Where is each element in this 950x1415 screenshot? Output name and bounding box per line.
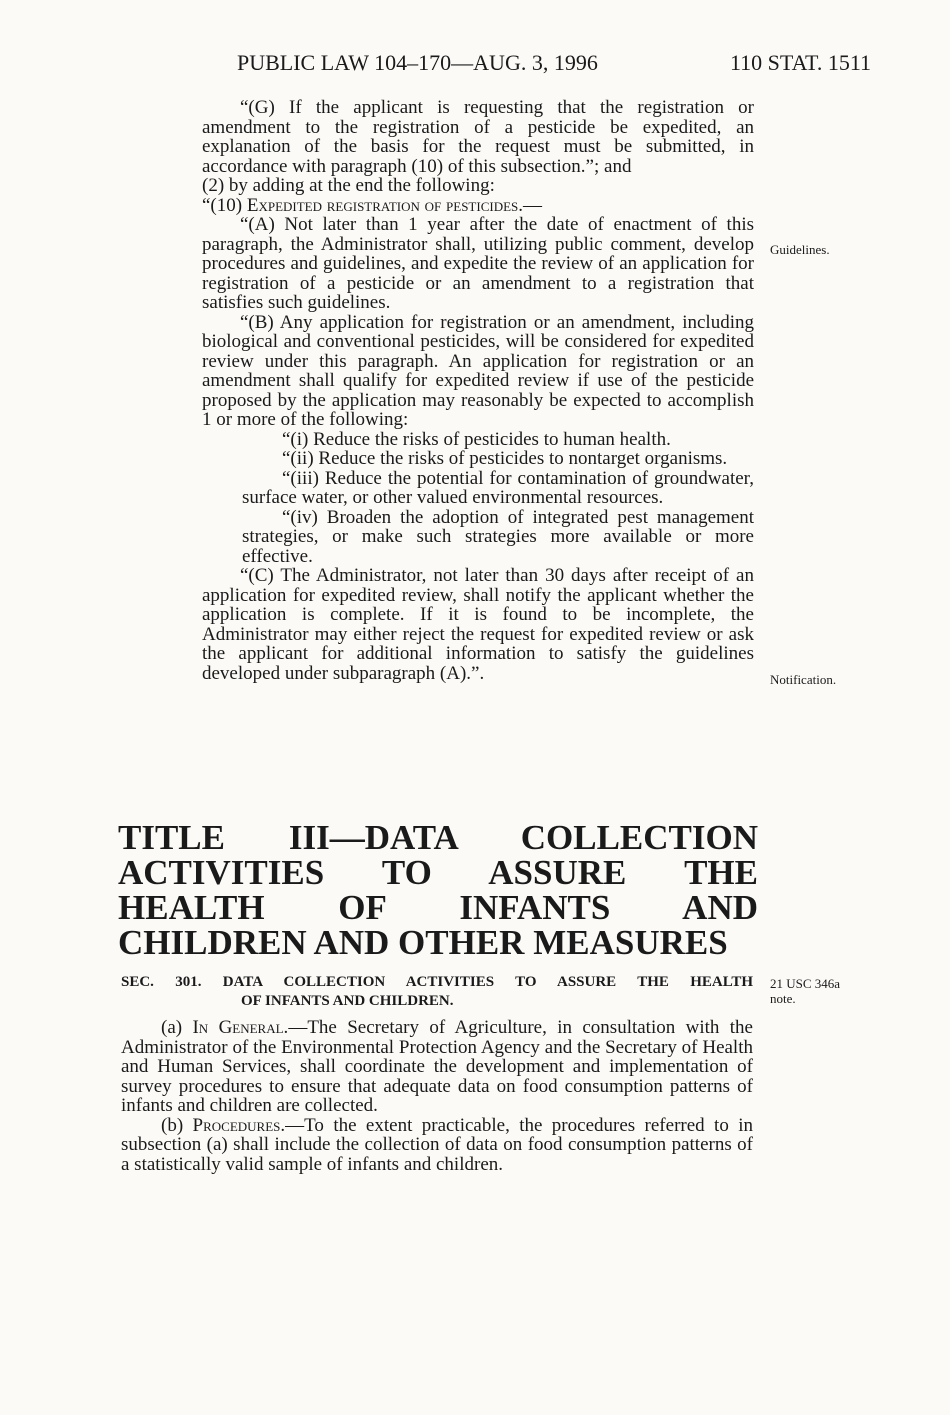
clause-iii: “(iii) Reduce the potential for contamination of groundwater, surface water, or other valued environmental resources. — [242, 467, 754, 508]
margin-note-usc-line1: 21 USC 346a — [770, 976, 841, 991]
subparagraph-a: “(A) Not later than 1 year after the date of enactment of this paragraph, the Administrator shall, utilizing public comment, develop procedures and guidelines, and expedite the review of an application for registration of a pesticide or an amendment to a registration that satisfies such guidelines. — [202, 214, 754, 313]
subsection-a-heading: In General. — [192, 1017, 289, 1038]
paragraph-g: “(G) If the applicant is requesting that the registration or amendment to the registration of a pesticide be expedited, an explanation of the basis for the request must be submitted, in accordance with paragraph (10) of this subsection.”; and — [202, 97, 754, 177]
header-statute-page: 110 STAT. 1511 — [730, 50, 872, 75]
paragraph-2: (2) by adding at the end the following: — [202, 175, 495, 196]
page-header — [0, 50, 950, 84]
subsection-a — [121, 1018, 753, 1116]
amendment-text — [202, 98, 754, 683]
subsection-b — [121, 1116, 753, 1175]
subsection-b-heading: Procedures. — [192, 1114, 286, 1136]
paragraph-10-heading — [202, 196, 754, 216]
subsection-b-text: —To the extent practicable, the procedures referred to in subsection (a) shall include the collection of data on food consumption patterns of a statistically valid sample of infants and children. — [121, 1114, 753, 1175]
subsection-a-text: —The Secretary of Agriculture, in consultation with the Administrator of the Environmental Protection Agency and the Secretary of Health and Human Services, shall coordinate the development and implementation of survey procedures to ensure that adequate data on food consumption patterns of infants and children are collected. — [121, 1017, 753, 1116]
section-heading — [121, 973, 753, 1011]
section-heading-line2: OF INFANTS AND CHILDREN. — [241, 993, 454, 1009]
margin-note-usc — [770, 976, 840, 1006]
section-301-text — [121, 1018, 753, 1174]
paragraph-10-title: Expedited registration of pesticides.— — [246, 194, 543, 216]
clause-iv: “(iv) Broaden the adoption of integrated pest management strategies, or make such strategies more available or more effective. — [242, 506, 754, 567]
section-heading-line1: SEC. 301. DATA COLLECTION ACTIVITIES TO ASSURE THE HEALTH — [121, 974, 753, 990]
subparagraph-c: “(C) The Administrator, not later than 30 days after receipt of an application for expedited review, shall notify the applicant whether the application is complete. If it is found to be incomplete, the Administrator may either reject the request for expedited review or ask the applicant for additional information to satisfy the guidelines developed under subparagraph (A).”. — [202, 565, 754, 684]
clause-i: “(i) Reduce the risks of pesticides to human health. — [282, 428, 671, 450]
clause-ii: “(ii) Reduce the risks of pesticides to nontarget organisms. — [282, 448, 728, 469]
subsection-a-label: (a) — [161, 1017, 193, 1038]
title-heading: TITLE III—DATA COLLECTION ACTIVITIES TO ASSURE THE HEALTH OF INFANTS AND CHILDREN AND OTHER MEASURES — [118, 818, 758, 962]
header-law-citation: PUBLIC LAW 104–170—AUG. 3, 1996 — [237, 50, 598, 75]
subsection-b-label: (b) — [161, 1114, 193, 1136]
margin-note-usc-line2: note. — [770, 991, 796, 1006]
subparagraph-b: “(B) Any application for registration or an amendment, including biological and conventional pesticides, will be considered for expedited review under this paragraph. An application for registration or an amendment shall qualify for expedited review if use of the pesticide proposed by the application may reasonably be expected to accomplish 1 or more of the following: — [202, 311, 754, 430]
paragraph-10-number: “(10) — [202, 194, 247, 216]
margin-note-notification: Notification. — [770, 672, 837, 687]
margin-note-guidelines: Guidelines. — [770, 242, 830, 257]
